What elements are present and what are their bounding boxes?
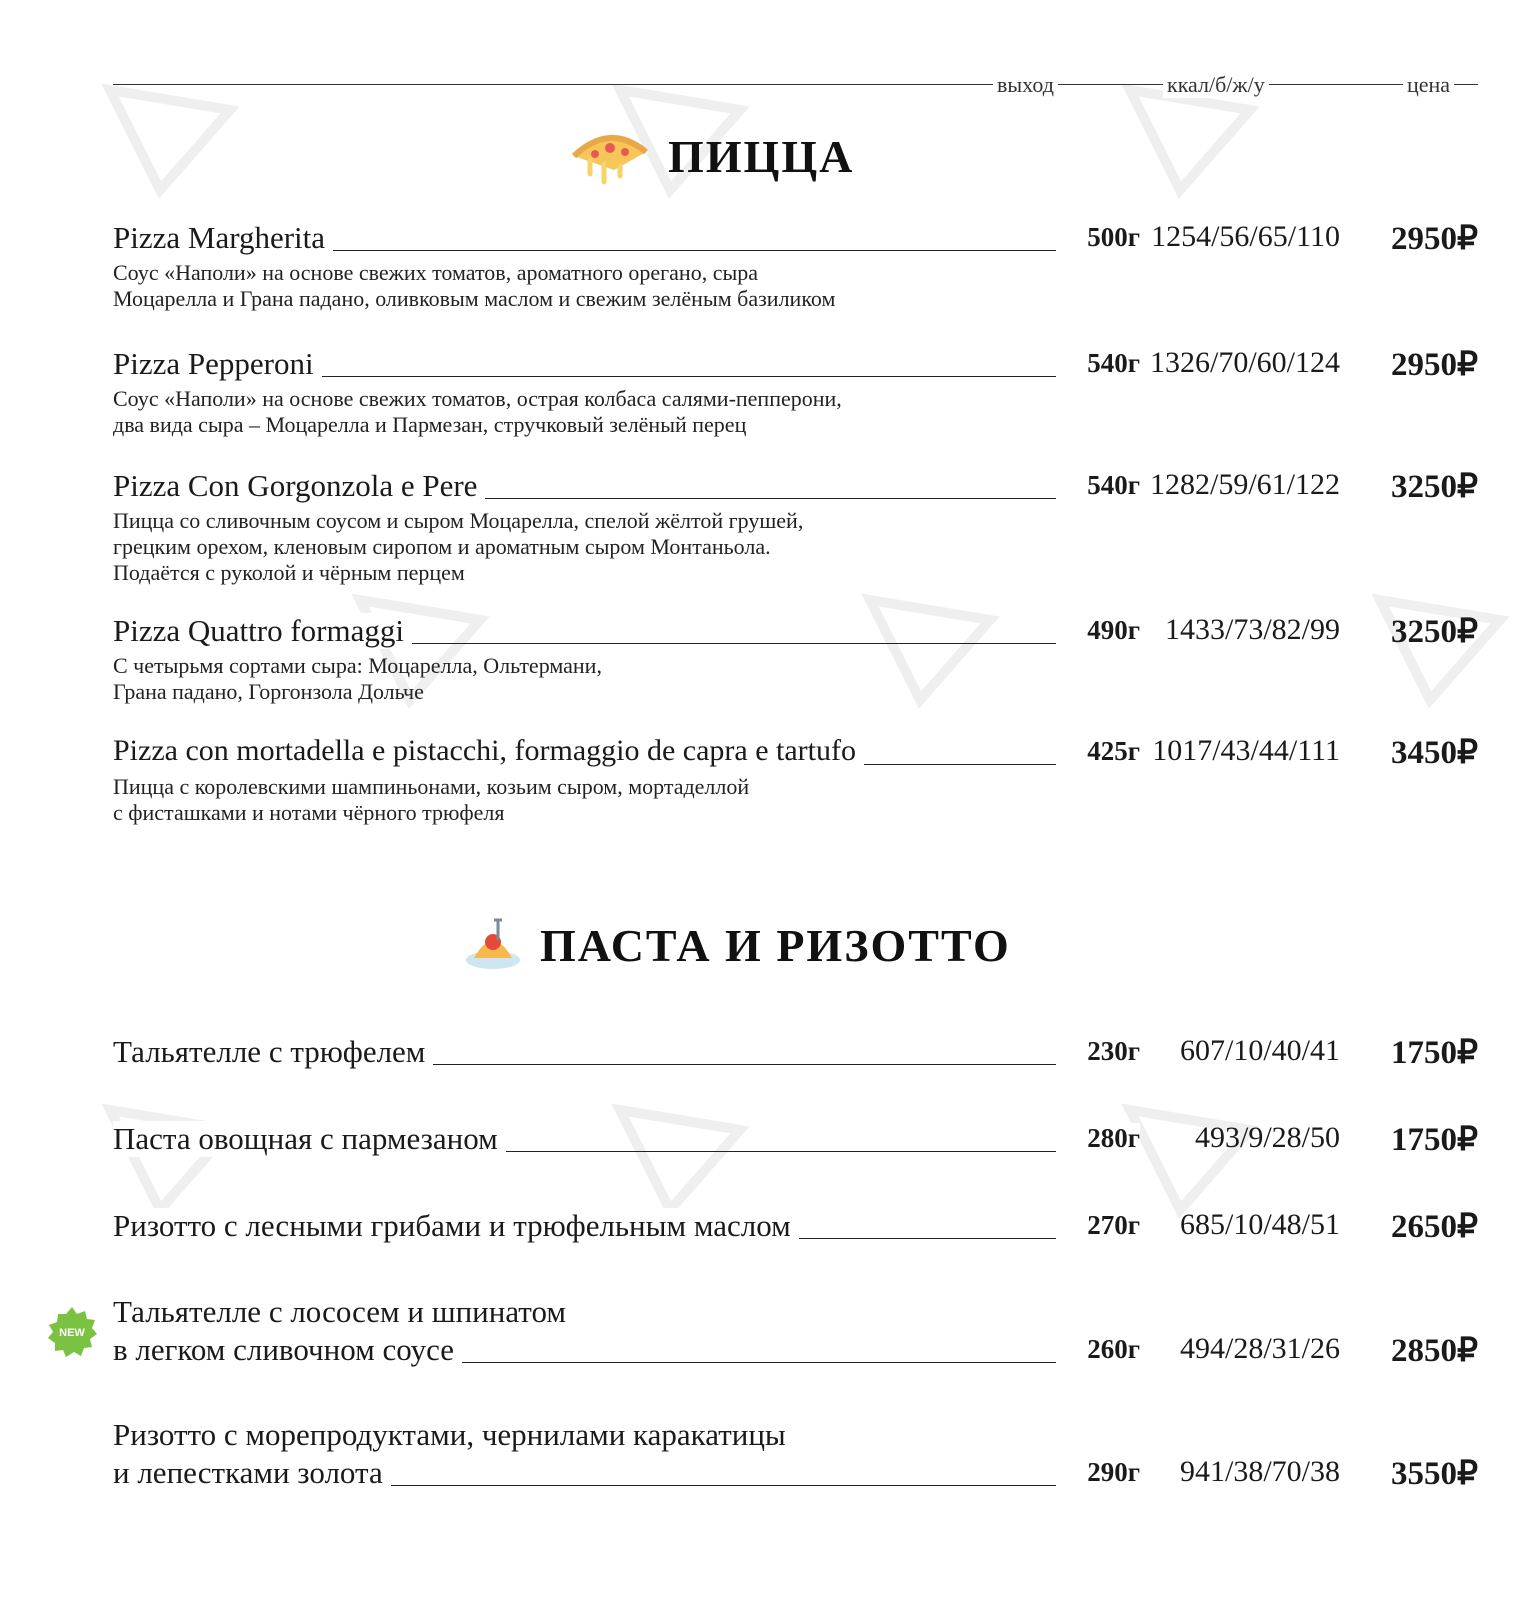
item-price: 2650₽ — [1391, 1209, 1478, 1245]
menu-item — [113, 1121, 1478, 1161]
header-line — [113, 84, 1478, 85]
description-line: Соус «Наполи» на основе свежих томатов, острая колбаса салями-пепперони, — [113, 386, 842, 411]
menu-item — [113, 1034, 1478, 1074]
item-weight: 290г — [1056, 1457, 1140, 1488]
description-line: Моцарелла и Грана падано, оливковым маслом и свежим зелёным базиликом — [113, 286, 836, 311]
pasta-section-title — [464, 916, 1011, 974]
item-price: 2950₽ — [1391, 347, 1478, 383]
menu-item — [113, 220, 1478, 312]
item-price: 3550₽ — [1391, 1456, 1478, 1492]
pasta-heading: ПАСТА И РИЗОТТО — [540, 919, 1011, 971]
item-price: 1750₽ — [1391, 1035, 1478, 1071]
column-header — [113, 72, 1478, 96]
new-badge — [46, 1306, 98, 1358]
item-name-line: в легком сливочном соусе — [113, 1332, 462, 1368]
item-nutrition: 494/28/31/26 — [1179, 1332, 1340, 1365]
item-nutrition: 1282/59/61/122 — [1149, 468, 1340, 501]
item-nutrition: 1017/43/44/111 — [1152, 734, 1340, 767]
item-nutrition: 1326/70/60/124 — [1149, 346, 1340, 379]
menu-item — [113, 1292, 1478, 1372]
item-name: Pizza Con Gorgonzola e Pere — [113, 468, 485, 504]
pasta-plate-icon — [464, 916, 522, 974]
column-price-label: цена — [1403, 72, 1454, 98]
item-weight: 540г — [1056, 348, 1140, 379]
item-nutrition: 493/9/28/50 — [1194, 1121, 1340, 1154]
item-weight: 540г — [1056, 470, 1140, 501]
column-nutrition-label: ккал/б/ж/у — [1163, 72, 1269, 98]
item-description — [113, 386, 1478, 438]
item-name: Pizza Pepperoni — [113, 346, 322, 382]
menu-item — [113, 346, 1478, 438]
item-name: Pizza Quattro formaggi — [113, 613, 412, 649]
item-price: 1750₽ — [1391, 1122, 1478, 1158]
menu-item — [113, 613, 1478, 705]
pizza-heading: ПИЦЦА — [668, 130, 855, 182]
pizza-slice-icon — [570, 126, 650, 186]
menu-item — [113, 734, 1478, 826]
item-nutrition: 941/38/70/38 — [1179, 1455, 1340, 1488]
item-price: 3250₽ — [1391, 614, 1478, 650]
menu-item — [113, 1208, 1478, 1248]
item-name: Тальятелле с трюфелем — [113, 1034, 433, 1070]
description-line: Подаётся с руколой и чёрным перцем — [113, 560, 465, 585]
item-price: 2950₽ — [1391, 221, 1478, 257]
item-weight: 270г — [1056, 1210, 1140, 1241]
menu-item — [113, 468, 1478, 586]
item-description — [113, 260, 1478, 312]
description-line: Грана падано, Горгонзола Дольче — [113, 679, 424, 704]
item-price: 3250₽ — [1391, 469, 1478, 505]
item-weight: 280г — [1056, 1123, 1140, 1154]
item-weight: 500г — [1056, 222, 1140, 253]
description-line: Пицца с королевскими шампиньонами, козьим сыром, мортаделлой — [113, 774, 750, 799]
item-weight: 260г — [1056, 1334, 1140, 1365]
pizza-section-title — [570, 126, 854, 186]
item-name-line: и лепестками золота — [113, 1455, 391, 1491]
item-name: Паста овощная с пармезаном — [113, 1121, 506, 1157]
item-price: 3450₽ — [1391, 735, 1478, 771]
item-nutrition: 1254/56/65/110 — [1151, 220, 1340, 253]
new-badge-label: NEW — [59, 1327, 85, 1339]
item-name-line: Ризотто с морепродуктами, чернилами каракатицы — [113, 1417, 786, 1452]
description-line: грецким орехом, кленовым сиропом и ароматным сыром Монтаньола. — [113, 534, 771, 559]
menu-item — [113, 1415, 1478, 1495]
item-price: 2850₽ — [1391, 1333, 1478, 1369]
description-line: С четырьмя сортами сыра: Моцарелла, Ольтермани, — [113, 653, 602, 678]
item-name-line: Тальятелле с лососем и шпинатом — [113, 1294, 566, 1329]
item-nutrition: 607/10/40/41 — [1179, 1034, 1340, 1067]
description-line: Пицца со сливочным соусом и сыром Моцарелла, спелой жёлтой грушей, — [113, 508, 804, 533]
item-description — [113, 653, 1478, 705]
item-name: Ризотто с лесными грибами и трюфельным маслом — [113, 1208, 799, 1244]
item-nutrition: 1433/73/82/99 — [1164, 613, 1340, 646]
item-weight: 425г — [1056, 736, 1140, 767]
description-line: два вида сыра – Моцарелла и Пармезан, стручковый зелёный перец — [113, 412, 747, 437]
item-weight: 490г — [1056, 615, 1140, 646]
description-line: с фисташками и нотами чёрного трюфеля — [113, 800, 505, 825]
item-description — [113, 508, 1478, 586]
item-nutrition: 685/10/48/51 — [1179, 1208, 1340, 1241]
item-name: Pizza con mortadella e pistacchi, formaggio de capra e tartufo — [113, 734, 864, 768]
description-line: Соус «Наполи» на основе свежих томатов, ароматного орегано, сыра — [113, 260, 759, 285]
column-weight-label: выход — [993, 72, 1058, 98]
item-description — [113, 774, 1478, 826]
item-name: Pizza Margherita — [113, 220, 333, 256]
item-weight: 230г — [1056, 1036, 1140, 1067]
